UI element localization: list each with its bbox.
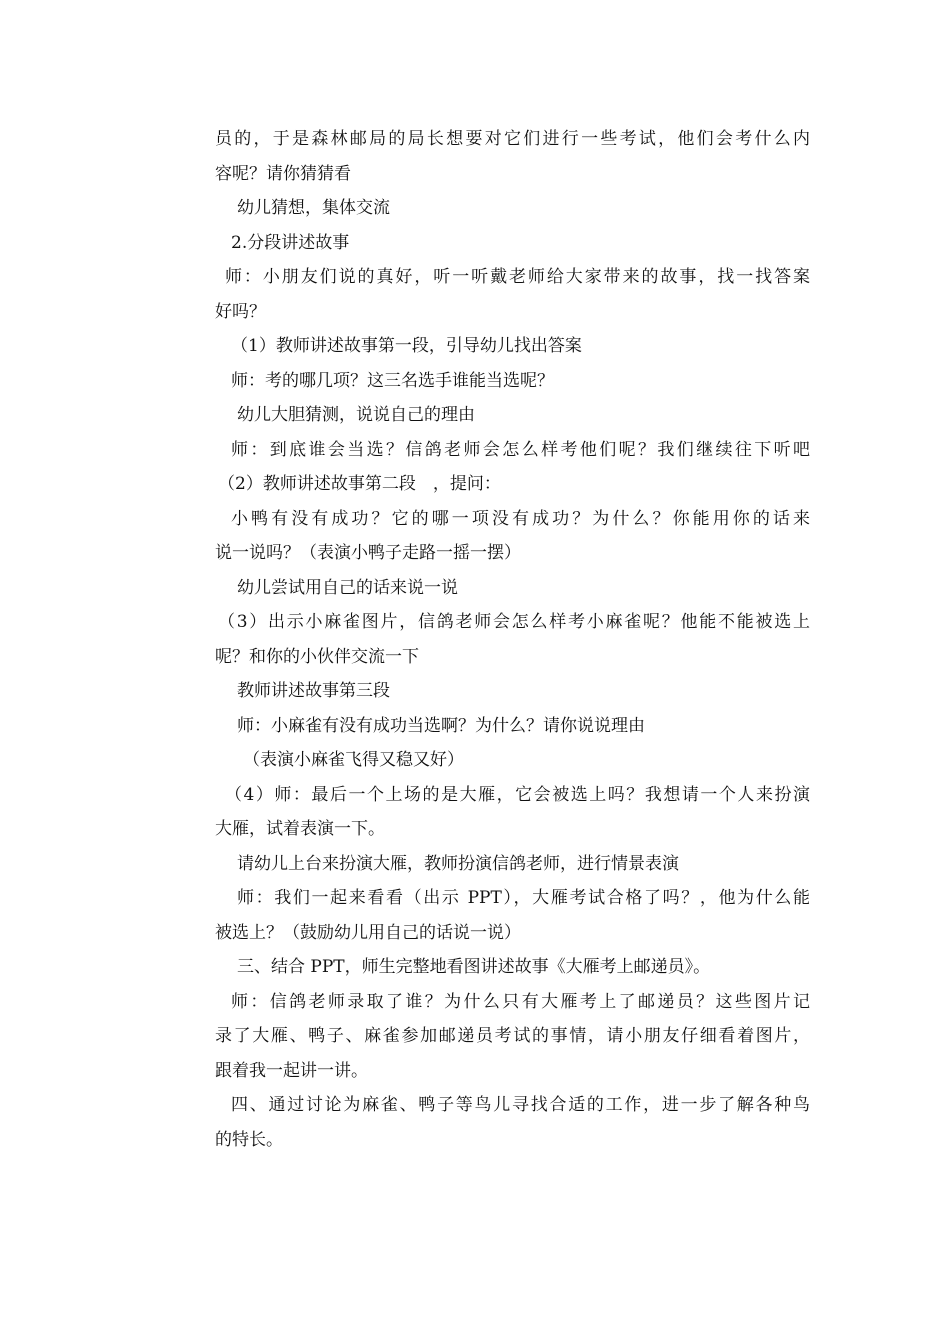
text-line: 员的，于是森林邮局的局长想要对它们进行一些考试，他们会考什么内 (215, 129, 810, 149)
text-line: 三、结合 PPT，师生完整地看图讲述故事《大雁考上邮递员》。 (237, 957, 711, 977)
text-line: 请幼儿上台来扮演大雁，教师扮演信鸽老师，进行情景表演 (237, 853, 679, 874)
text-line: 幼儿猜想，集体交流 (237, 198, 390, 218)
text-line: 呢？和你的小伙伴交流一下 (215, 646, 419, 667)
text-line: 跟着我一起讲一讲。 (215, 1060, 368, 1081)
text-line: （1）教师讲述故事第一段，引导幼儿找出答案 (231, 336, 582, 356)
text-line: 幼儿尝试用自己的话来说一说 (237, 577, 458, 598)
text-line: （4）师：最后一个上场的是大雁，它会被选上吗？我想请一个人来扮演 (225, 784, 810, 805)
text-line: 录了大雁、鸭子、麻雀参加邮递员考试的事情，请小朋友仔细看着图片， (215, 1026, 810, 1046)
text-line: 师：小朋友们说的真好，听一听戴老师给大家带来的故事，找一找答案 (225, 267, 810, 287)
text-line: 幼儿大胆猜测，说说自己的理由 (237, 405, 475, 425)
text-line: 说一说吗？（表演小鸭子走路一摇一摆） (215, 543, 521, 563)
text-line: 小鸭有没有成功？它的哪一项没有成功？为什么？你能用你的话来 (231, 508, 810, 529)
text-line: 2.分段讲述故事 (231, 232, 350, 253)
text-line: 大雁，试着表演一下。 (215, 819, 385, 839)
text-line: 师：小麻雀有没有成功当选啊？为什么？请你说说理由 (237, 715, 645, 736)
text-line: 师：信鸽老师录取了谁？为什么只有大雁考上了邮递员？这些图片记 (231, 991, 810, 1012)
text-line: 被选上？（鼓励幼儿用自己的话说一说） (215, 922, 521, 943)
text-line: 容呢？请你猜猜看 (215, 163, 351, 184)
text-line: 师：考的哪几项？这三名选手谁能当选呢？ (231, 370, 554, 391)
text-line: 教师讲述故事第三段 (237, 681, 390, 701)
document-body (215, 122, 810, 1157)
text-line: （2）教师讲述故事第二段 ，提问： (218, 474, 501, 494)
text-line: 四、通过讨论为麻雀、鸭子等鸟儿寻找合适的工作，进一步了解各种鸟 (231, 1095, 810, 1115)
text-line: 的特长。 (215, 1129, 283, 1150)
text-line: 好吗？ (215, 301, 266, 322)
text-line: （3）出示小麻雀图片，信鸽老师会怎么样考小麻雀呢？他能不能被选上 (218, 612, 810, 632)
text-line: 师：到底谁会当选？信鸽老师会怎么样考他们呢？我们继续往下听吧 (231, 439, 810, 460)
text-line: （表演小麻雀飞得又稳又好） (243, 750, 464, 770)
text-line: 师：我们一起来看看（出示 PPT），大雁考试合格了吗？，他为什么能 (237, 888, 810, 908)
